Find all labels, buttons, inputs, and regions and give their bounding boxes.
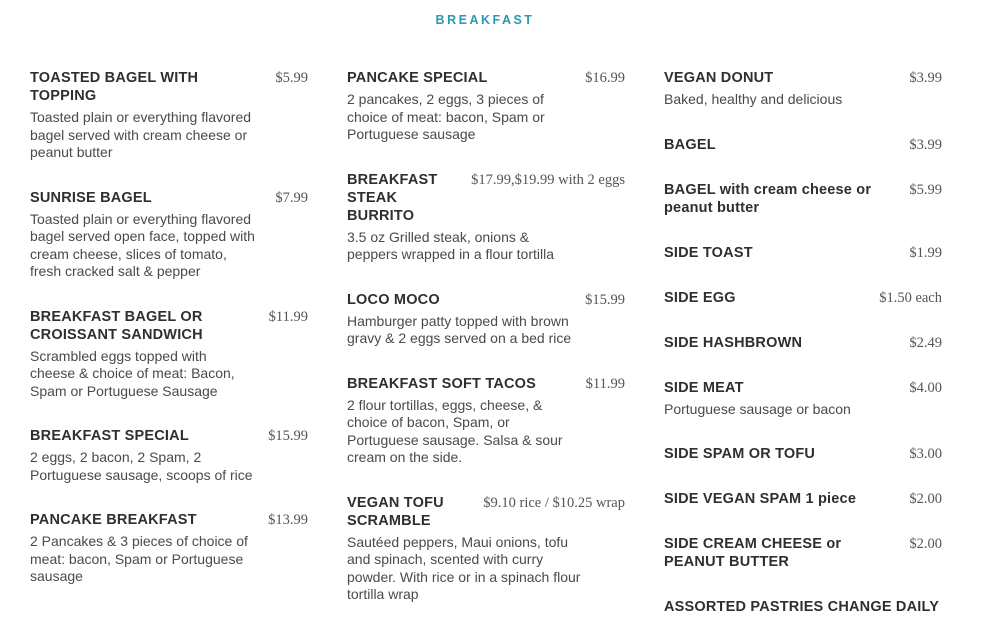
- item-price: $3.99: [909, 136, 942, 153]
- item-price: $1.50 each: [879, 289, 942, 306]
- menu-item: [664, 181, 942, 217]
- item-name: SUNRISE BAGEL: [30, 189, 152, 206]
- item-price: $1.99: [909, 244, 942, 261]
- item-price: $4.00: [909, 379, 942, 396]
- menu-item: [30, 308, 308, 401]
- menu-column-3: [664, 69, 942, 616]
- item-name: BREAKFAST BAGEL OR CROISSANT SANDWICH: [30, 308, 203, 343]
- item-name: TOASTED BAGEL WITH TOPPING: [30, 70, 199, 104]
- item-price: $11.99: [585, 375, 625, 392]
- item-name: ASSORTED PASTRIES CHANGE DAILY: [664, 599, 940, 615]
- menu-item: [347, 69, 625, 144]
- item-price: $11.99: [268, 308, 308, 325]
- item-price: $2.00: [909, 491, 942, 507]
- item-name: BREAKFAST SPECIAL: [30, 428, 189, 444]
- item-name: SIDE MEAT: [664, 379, 744, 396]
- item-description: Baked, healthy and delicious: [664, 91, 843, 107]
- item-price: $9.10 rice / $10.25 wrap: [483, 494, 625, 511]
- item-name: PANCAKE SPECIAL: [347, 70, 488, 86]
- menu-item: [347, 375, 625, 467]
- item-name: SIDE TOAST: [664, 244, 753, 261]
- item-name: BAGEL: [664, 136, 716, 153]
- item-price: $2.00: [909, 536, 942, 552]
- menu-item: [347, 494, 625, 604]
- menu-item: [347, 171, 625, 264]
- item-price: $5.99: [909, 181, 942, 198]
- item-price: $15.99: [268, 428, 308, 444]
- item-price: $3.99: [909, 70, 942, 86]
- item-name: SIDE HASHBROWN: [664, 334, 803, 351]
- menu-item: [664, 379, 942, 419]
- item-description: 2 pancakes, 2 eggs, 3 pieces of choice of meat: bacon, Spam or Portuguese sausage: [347, 91, 545, 142]
- item-name: BAGEL with cream cheese or peanut butter: [664, 181, 872, 216]
- section-title: BREAKFAST: [435, 13, 535, 27]
- item-description: Scrambled eggs topped with cheese & choice of meat: Bacon, Spam or Portuguese Sausage: [30, 347, 235, 399]
- menu-item: [664, 244, 942, 262]
- menu-item: [347, 291, 625, 348]
- item-name: SIDE CREAM CHEESE or PEANUT BUTTER: [664, 536, 842, 570]
- menu-item: [664, 490, 942, 508]
- menu-item: [664, 535, 942, 571]
- item-name: VEGAN TOFU SCRAMBLE: [347, 494, 444, 529]
- menu-item: [30, 69, 308, 162]
- item-price: $5.99: [275, 70, 308, 86]
- item-name: SIDE EGG: [664, 289, 736, 306]
- menu-item: [30, 189, 308, 281]
- item-name: VEGAN DONUT: [664, 70, 774, 86]
- item-name: BREAKFAST STEAK BURRITO: [347, 171, 438, 224]
- menu-item: [664, 69, 942, 109]
- item-price: $3.00: [909, 446, 942, 462]
- item-description: 3.5 oz Grilled steak, onions & peppers wrapped in a flour tortilla: [347, 228, 555, 262]
- item-description: 2 Pancakes & 3 pieces of choice of meat: bacon, Spam or Portuguese sausage: [30, 533, 248, 584]
- menu-item: [664, 598, 942, 616]
- item-description: 2 flour tortillas, eggs, cheese, & choice of bacon, Spam, or Portuguese sausage. Salsa & sour cream on the side.: [347, 396, 563, 465]
- item-description: Portuguese sausage or bacon: [664, 400, 851, 417]
- item-description: Toasted plain or everything flavored bagel served open face, topped with cream cheese, slices of tomato, fresh cracked salt & pepper: [30, 210, 255, 279]
- menu-item: [664, 136, 942, 154]
- item-description: Hamburger patty topped with brown gravy & 2 eggs served on a bed rice: [347, 312, 572, 346]
- item-price: $13.99: [268, 512, 308, 528]
- menu-item: [664, 445, 942, 463]
- item-name: BREAKFAST SOFT TACOS: [347, 375, 537, 392]
- item-name: SIDE VEGAN SPAM 1 piece: [664, 491, 857, 507]
- item-price: $16.99: [585, 70, 625, 86]
- menu-item: [664, 334, 942, 352]
- item-description: Toasted plain or everything flavored bagel served with cream cheese or peanut butter: [30, 109, 252, 160]
- item-name: LOCO MOCO: [347, 291, 440, 308]
- item-description: 2 eggs, 2 bacon, 2 Spam, 2 Portuguese sausage, scoops of rice: [30, 449, 253, 483]
- item-price: $17.99,$19.99 with 2 eggs: [471, 171, 625, 188]
- item-name: SIDE SPAM OR TOFU: [664, 446, 816, 462]
- item-name: PANCAKE BREAKFAST: [30, 512, 197, 528]
- menu-item: [30, 427, 308, 484]
- item-price: $15.99: [585, 291, 625, 308]
- item-description: Sautéed peppers, Maui onions, tofu and spinach, scented with curry powder. With rice or in a spinach flour tortilla wrap: [347, 533, 581, 602]
- menu-column-2: [347, 69, 625, 604]
- item-price: $7.99: [275, 189, 308, 206]
- menu-item: [664, 289, 942, 307]
- menu-column-1: [30, 69, 308, 586]
- item-price: $2.49: [909, 334, 942, 351]
- menu-item: [30, 511, 308, 586]
